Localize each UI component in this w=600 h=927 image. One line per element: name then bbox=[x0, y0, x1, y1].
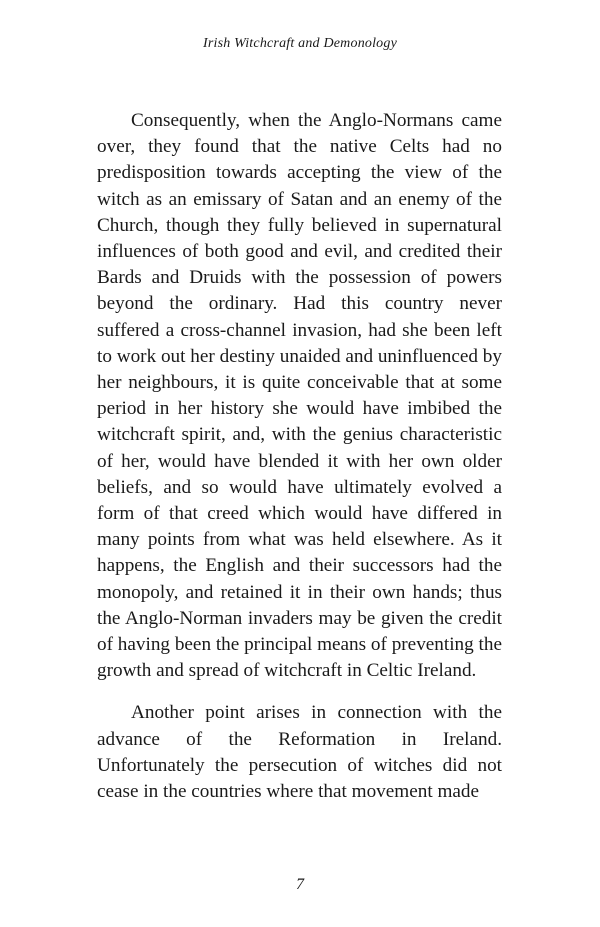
running-head: Irish Witchcraft and Demonology bbox=[202, 36, 397, 51]
body-text bbox=[97, 108, 502, 805]
paragraph-1: Consequently, when the Anglo-Normans came over, they found that the native Celts had no predisposition towards accepting the view of the witch as an emissary of Satan and an enemy of the Church, though they fully believed in supernatural influences of both good and evil, and credited their Bards and Druids with the possession of powers beyond the ordinary. Had this country never suffered a cross-channel invasion, had she been left to work out her destiny unaided and uninfluenced by her neighbours, it is quite conceivable that at some period in her history she would have imbibed the witchcraft spirit, and, with the genius characteristic of her, would have blended it with her own older beliefs, and so would have ultimately evolved a form of that creed which would have differed in many points from what was held elsewhere. As it happens, the English and their successors had the monopoly, and retained it in their own hands; thus the Anglo-Norman invaders may be given the credit of having been the principal means of preventing the growth and spread of witchcraft in Celtic Ireland. bbox=[97, 110, 502, 682]
paragraph-2: Another point arises in connection with the advance of the Reformation in Ireland. Unfortunately the persecution of witches did not cease in the countries where that movement made bbox=[97, 702, 502, 803]
page-number: 7 bbox=[296, 876, 304, 893]
